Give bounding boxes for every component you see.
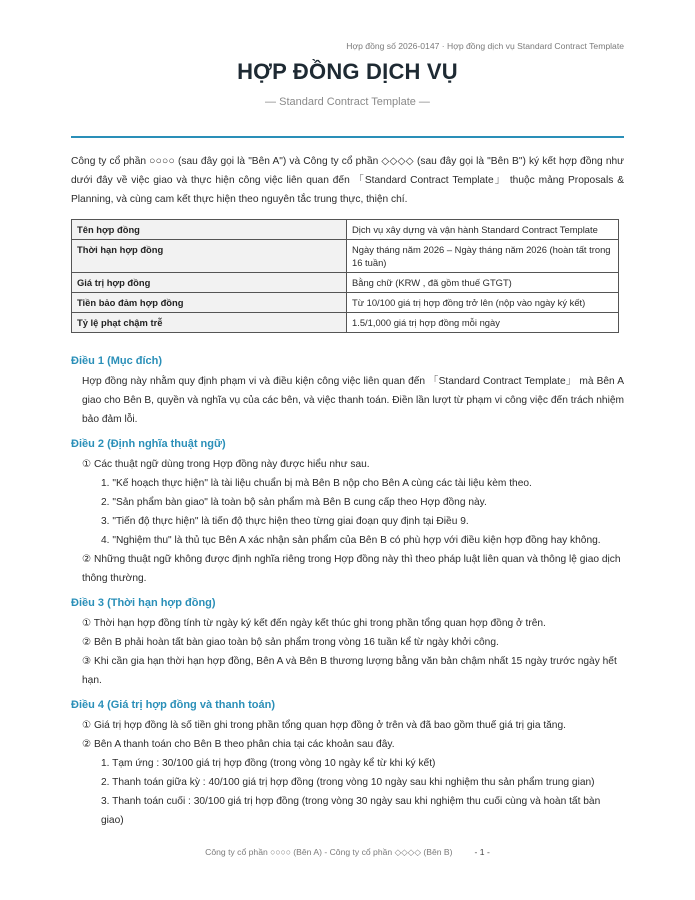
title-divider: [71, 136, 624, 138]
clause: ① Các thuật ngữ dùng trong Hợp đồng này được hiểu như sau.: [82, 459, 370, 470]
article-3: [71, 594, 624, 690]
article-text: Hợp đồng này nhằm quy định phạm vi và điều kiện công việc liên quan đến 「Standard Contract Template」 mà Bên A giao cho Bên B, quyền và nghĩa vụ của các bên, và việc thanh toán. Điền lần lượt từ phạm vi công việc đến trách nhiệm bảo đảm lỗi.: [82, 376, 624, 425]
table-value: 1.5/1,000 giá trị hợp đồng mỗi ngày: [347, 313, 619, 333]
clause: ② Những thuật ngữ không được định nghĩa riêng trong Hợp đồng này thì theo pháp luật liên quan và thông lệ giao dịch thông thường.: [82, 554, 621, 584]
table-row: [72, 220, 619, 240]
list-item: 4. "Nghiệm thu" là thủ tục Bên A xác nhận sản phẩm của Bên B có phù hợp với điều kiện hợp đồng hay không.: [101, 535, 601, 546]
list-item: 3. Thanh toán cuối : 30/100 giá trị hợp đồng (trong vòng 30 ngày sau khi nghiệm thu cuối cùng và hoàn tất bàn giao): [101, 796, 601, 826]
table-row: [72, 293, 619, 313]
footer-parties: Công ty cổ phần ○○○○ (Bên A) - Công ty cổ phần ◇◇◇◇ (Bên B): [205, 847, 453, 857]
article-title: Điều 1 (Mục đích): [71, 355, 163, 367]
table-key: Tiền bảo đảm hợp đồng: [72, 293, 347, 313]
table-value: Ngày tháng năm 2026 – Ngày tháng năm 2026 (hoàn tất trong 16 tuần): [347, 240, 619, 273]
list-item: 3. "Tiến độ thực hiện" là tiến độ thực hiện theo từng giai đoạn quy định tại Điều 9.: [101, 516, 469, 527]
list-item: 1. "Kế hoạch thực hiện" là tài liệu chuẩn bị mà Bên B nộp cho Bên A cùng các tài liệu kèm theo.: [101, 478, 532, 489]
article-2: [71, 435, 624, 588]
contract-summary-table: [71, 219, 619, 333]
document-subtitle: — Standard Contract Template —: [265, 96, 430, 108]
table-value: Từ 10/100 giá trị hợp đồng trở lên (nộp vào ngày ký kết): [347, 293, 619, 313]
clause: ② Bên B phải hoàn tất bàn giao toàn bộ sản phẩm trong vòng 16 tuần kể từ ngày khởi công.: [82, 637, 499, 648]
table-row: [72, 273, 619, 293]
page-number: - 1 -: [474, 847, 490, 857]
table-row: [72, 313, 619, 333]
intro-paragraph: Công ty cổ phần ○○○○ (sau đây gọi là "Bên A") và Công ty cổ phần ◇◇◇◇ (sau đây gọi là "Bên B") ký kết hợp đồng như dưới đây về việc giao và thực hiện công việc liên quan đến 「Standard Contract Template」 thuộc mảng Proposals & Planning, và cùng cam kết thực hiện theo nguyên tắc trung thực, thiện chí.: [71, 156, 624, 205]
table-value: Dịch vụ xây dựng và vận hành Standard Contract Template: [347, 220, 619, 240]
clause: ① Thời hạn hợp đồng tính từ ngày ký kết đến ngày kết thúc ghi trong phần tổng quan hợp đồng ở trên.: [82, 618, 546, 629]
table-value: Bằng chữ (KRW , đã gồm thuế GTGT): [347, 273, 619, 293]
table-key: Giá trị hợp đồng: [72, 273, 347, 293]
clause: ① Giá trị hợp đồng là số tiền ghi trong phần tổng quan hợp đồng ở trên và đã bao gồm thuế giá trị gia tăng.: [82, 720, 566, 731]
table-row: [72, 240, 619, 273]
header-meta: Hợp đồng số 2026-0147 · Hợp đồng dịch vụ Standard Contract Template: [346, 41, 624, 51]
article-title: Điều 3 (Thời hạn hợp đồng): [71, 597, 216, 609]
list-item: 2. Thanh toán giữa kỳ : 40/100 giá trị hợp đồng (trong vòng 10 ngày sau khi nghiệm thu sản phẩm trung gian): [101, 777, 595, 788]
article-4: [71, 696, 624, 830]
article-title: Điều 2 (Định nghĩa thuật ngữ): [71, 438, 226, 450]
list-item: 2. "Sản phẩm bàn giao" là toàn bộ sản phẩm mà Bên B cung cấp theo Hợp đồng này.: [101, 497, 487, 508]
page-footer: [0, 847, 695, 858]
clause: ② Bên A thanh toán cho Bên B theo phân chia tại các khoản sau đây.: [82, 739, 395, 750]
document-title: HỢP ĐỒNG DỊCH VỤ: [237, 59, 458, 84]
article-1: [71, 352, 624, 429]
clause: ③ Khi cần gia hạn thời hạn hợp đồng, Bên A và Bên B thương lượng bằng văn bản chậm nhất 15 ngày trước ngày hết hạn.: [82, 656, 617, 686]
article-title: Điều 4 (Giá trị hợp đồng và thanh toán): [71, 699, 275, 711]
table-key: Tỷ lệ phạt chậm trễ: [72, 313, 347, 333]
articles-section: [71, 352, 624, 836]
table-key: Thời hạn hợp đồng: [72, 240, 347, 273]
table-key: Tên hợp đồng: [72, 220, 347, 240]
list-item: 1. Tạm ứng : 30/100 giá trị hợp đồng (trong vòng 10 ngày kể từ khi ký kết): [101, 758, 436, 769]
